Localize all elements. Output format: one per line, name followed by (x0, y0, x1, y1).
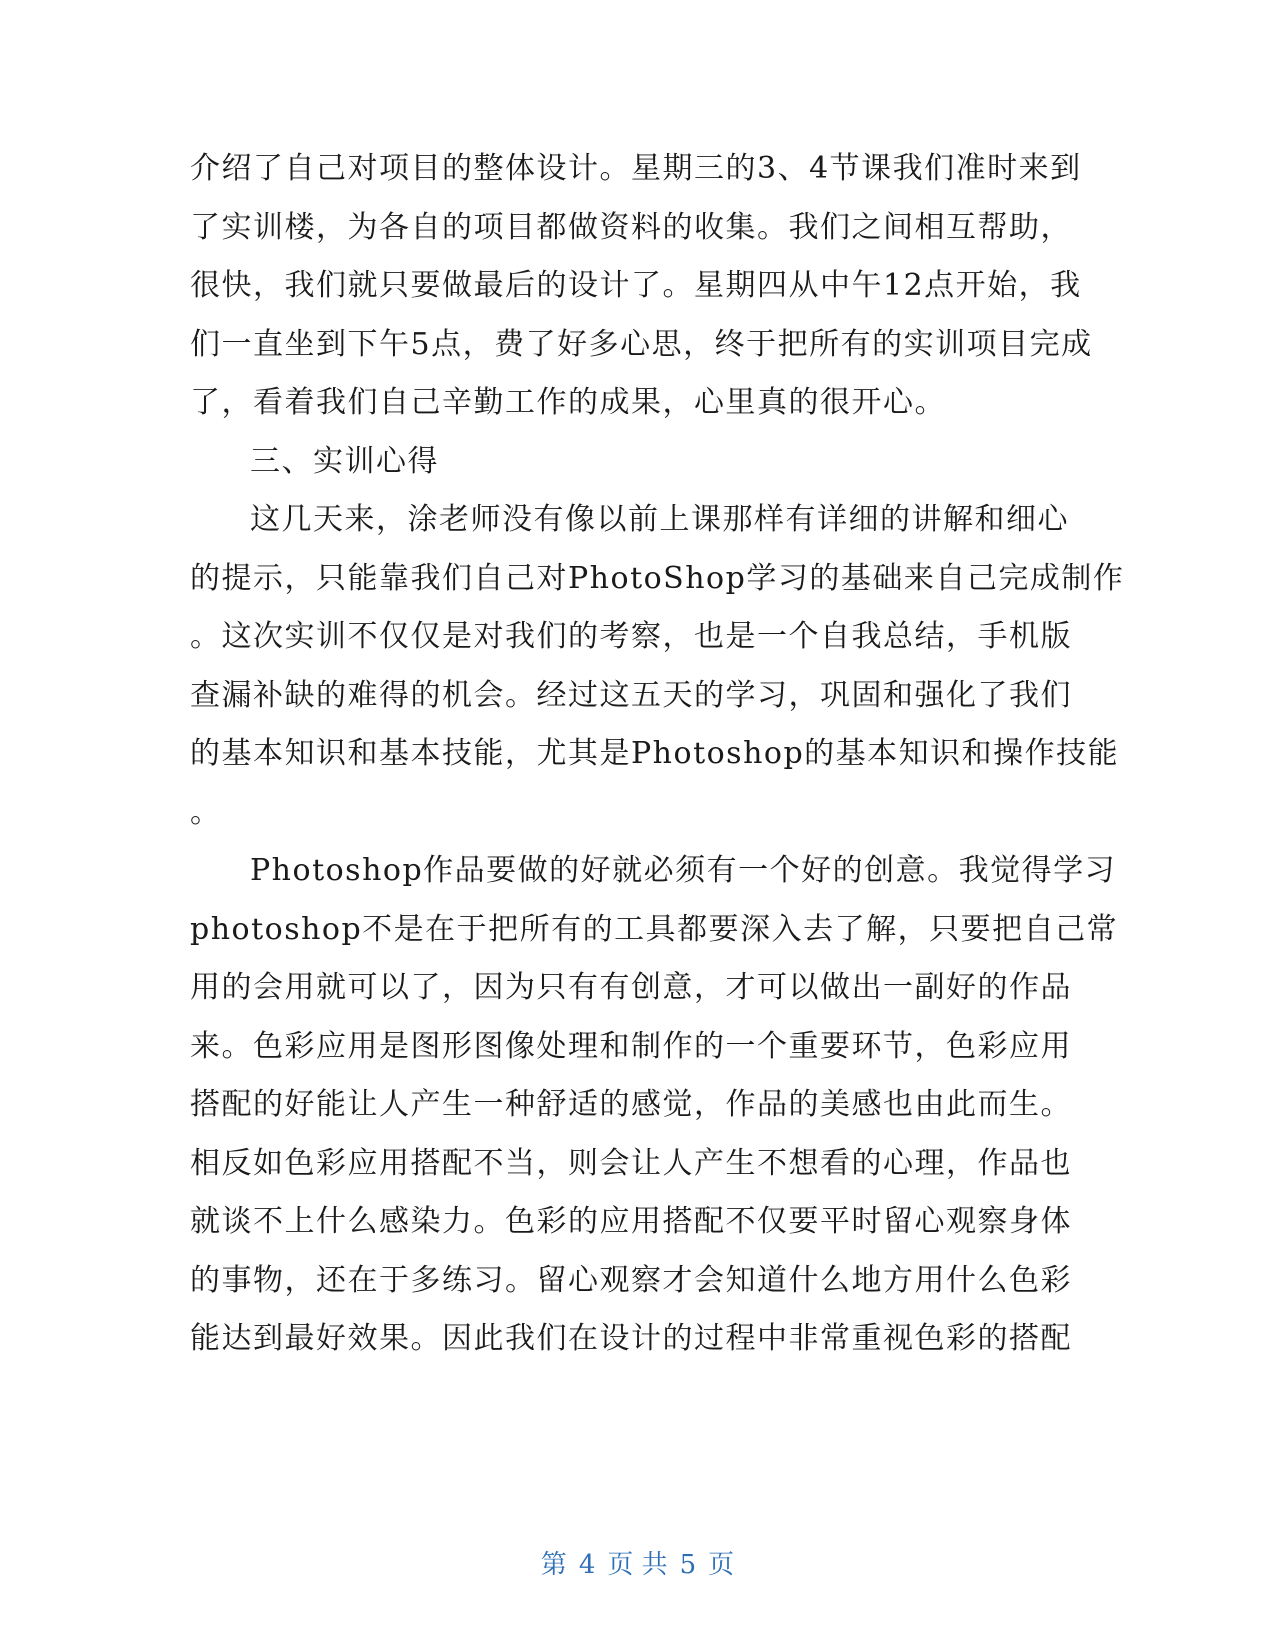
page-footer (0, 1544, 1275, 1581)
footer-middle: 页 共 (607, 1550, 668, 1580)
footer-suffix: 页 (708, 1550, 735, 1580)
text-line: 了实训楼，为各自的项目都做资料的收集。我们之间相互帮助， (190, 209, 1072, 245)
text-line: 。这次实训不仅仅是对我们的考察，也是一个自我总结，手机版 (190, 619, 1072, 654)
text-line: 的事物，还在于多练习。留心观察才会知道什么地方用什么色彩 (190, 1262, 1072, 1298)
text-line: 的提示，只能靠我们自己对PhotoShop学习的基础来自己完成制作 (190, 560, 1125, 596)
section-heading: 三、实训心得 (250, 443, 439, 479)
text-line: 搭配的好能让人产生一种舒适的感觉，作品的美感也由此而生。 (190, 1087, 1072, 1122)
text-line: 了，看着我们自己辛勤工作的成果，心里真的很开心。 (190, 385, 946, 420)
text-line: 来。色彩应用是图形图像处理和制作的一个重要环节，色彩应用 (190, 1028, 1072, 1064)
text-line: Photoshop作品要做的好就必须有一个好的创意。我觉得学习 (250, 853, 1117, 888)
text-line: 相反如色彩应用搭配不当，则会让人产生不想看的心理，作品也 (190, 1145, 1072, 1181)
total-pages-number: 5 (679, 1550, 697, 1580)
text-line: 。 (190, 794, 222, 830)
text-line: 的基本知识和基本技能，尤其是Photoshop的基本知识和操作技能 (190, 736, 1120, 771)
text-line: 查漏补缺的难得的机会。经过这五天的学习，巩固和强化了我们 (190, 677, 1072, 713)
document-body (190, 140, 1125, 1369)
text-line: 们一直坐到下午5点，费了好多心思，终于把所有的实训项目完成 (190, 326, 1093, 362)
text-line: 就谈不上什么感染力。色彩的应用搭配不仅要平时留心观察身体 (190, 1204, 1072, 1239)
text-line: 介绍了自己对项目的整体设计。星期三的3、4节课我们准时来到 (190, 151, 1082, 186)
current-page-number: 4 (578, 1550, 596, 1580)
text-line: 用的会用就可以了，因为只有有创意，才可以做出一副好的作品 (190, 970, 1072, 1005)
text-line: 这几天来，涂老师没有像以前上课那样有详细的讲解和细心 (250, 502, 1069, 537)
text-line: photoshop不是在于把所有的工具都要深入去了解，只要把自己常 (190, 911, 1119, 947)
text-line: 能达到最好效果。因此我们在设计的过程中非常重视色彩的搭配 (190, 1321, 1072, 1356)
footer-prefix: 第 (540, 1550, 567, 1580)
text-line: 很快，我们就只要做最后的设计了。星期四从中午12点开始，我 (190, 268, 1082, 303)
